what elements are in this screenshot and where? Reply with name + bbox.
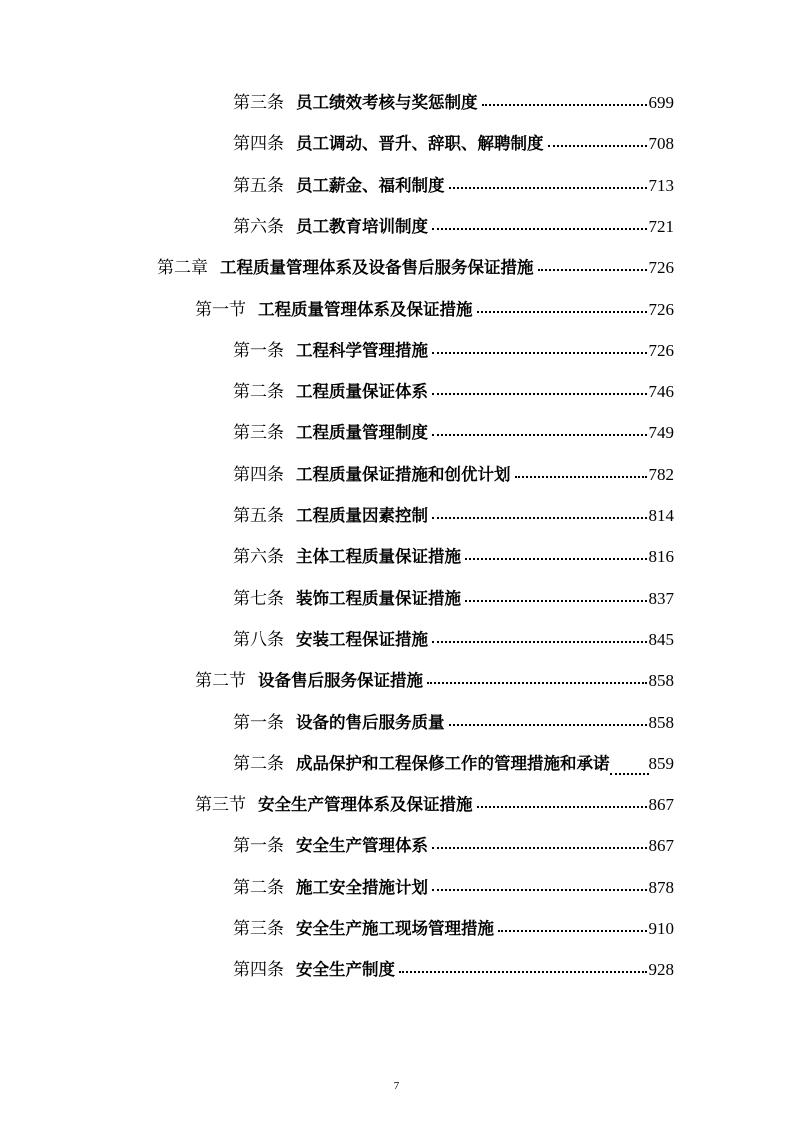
- dot-leader: [432, 889, 647, 891]
- toc-entry-title: 安装工程保证措施: [296, 629, 428, 649]
- toc-entry[interactable]: [233, 88, 674, 118]
- dot-leader: [498, 930, 647, 932]
- toc-entry-chapter[interactable]: [157, 253, 674, 283]
- toc-entry-title: 设备售后服务保证措施: [258, 671, 423, 691]
- dot-leader: [465, 558, 647, 560]
- toc-entry[interactable]: [233, 708, 674, 738]
- toc-entry-number: 第二章: [157, 258, 208, 279]
- toc-entry-title: 工程质量保证措施和创优计划: [296, 464, 511, 484]
- toc-entry-number: 第三条: [233, 919, 284, 939]
- page-number: 7: [393, 1080, 400, 1092]
- toc-entry-title: 主体工程质量保证措施: [296, 547, 461, 567]
- dot-leader: [465, 600, 647, 602]
- toc-entry-page: 837: [648, 588, 674, 608]
- toc-entry-page: 928: [648, 960, 674, 980]
- toc-entry-page: 845: [648, 629, 674, 649]
- toc-entry-title: 工程质量管理体系及设备售后服务保证措施: [220, 258, 534, 278]
- toc-entry[interactable]: [233, 418, 674, 448]
- toc-entry-section[interactable]: [195, 790, 674, 820]
- toc-entry-page: 816: [648, 547, 674, 567]
- toc-entry-number: 第二条: [233, 753, 284, 774]
- toc-entry-page: 867: [648, 836, 674, 856]
- toc-entry-section[interactable]: [195, 666, 674, 696]
- toc-entry-title: 工程质量因素控制: [296, 506, 428, 525]
- toc-entry[interactable]: [233, 171, 674, 201]
- toc-entry-title: 设备的售后服务质量: [296, 712, 445, 732]
- toc-entry[interactable]: [233, 129, 674, 159]
- toc-entry-number: 第八条: [233, 629, 284, 650]
- toc-entry[interactable]: [233, 831, 674, 861]
- toc-entry-title: 安全生产制度: [296, 960, 395, 980]
- dot-leader: [432, 393, 647, 395]
- toc-entry-page: 721: [648, 216, 674, 236]
- dot-leader: [427, 682, 647, 684]
- toc-entry-page: 708: [648, 134, 674, 154]
- toc-entry[interactable]: [233, 336, 674, 366]
- dot-leader: [610, 773, 649, 775]
- dot-leader: [432, 228, 647, 230]
- toc-entry-number: 第三条: [233, 93, 284, 113]
- toc-entry-page: 699: [648, 93, 674, 112]
- toc-entry-number: 第四条: [233, 960, 284, 981]
- toc-entry-title: 成品保护和工程保修工作的管理措施和承诺: [296, 753, 610, 773]
- toc-entry-title: 装饰工程质量保证措施: [296, 588, 461, 608]
- toc-entry-number: 第二节: [195, 671, 246, 692]
- dot-leader: [449, 187, 647, 189]
- toc-entry[interactable]: [233, 625, 674, 655]
- toc-entry-page: 726: [648, 299, 674, 319]
- toc-entry-page: 726: [648, 258, 674, 278]
- toc-entry-title: 安全生产管理体系: [296, 836, 428, 856]
- toc-entry-number: 第四条: [233, 134, 284, 155]
- toc-entry-number: 第三节: [195, 795, 246, 816]
- dot-leader: [432, 847, 647, 849]
- toc-entry-page: 746: [648, 382, 674, 402]
- toc-entry-number: 第五条: [233, 506, 284, 526]
- toc-entry[interactable]: [233, 542, 674, 572]
- dot-leader: [399, 971, 647, 973]
- toc-entry-number: 第六条: [233, 547, 284, 568]
- toc-entry[interactable]: [233, 460, 674, 490]
- toc-entry-page: 859: [648, 753, 674, 773]
- toc-entry-page: 858: [648, 712, 674, 732]
- toc-entry[interactable]: [233, 212, 674, 242]
- toc-entry-title: 施工安全措施计划: [296, 877, 428, 897]
- toc-entry-title: 安全生产管理体系及保证措施: [258, 795, 473, 815]
- toc-entry-page: 867: [648, 795, 674, 815]
- toc-entry-title: 员工教育培训制度: [296, 216, 428, 236]
- dot-leader: [482, 104, 647, 106]
- toc-entry-title: 工程质量管理制度: [296, 423, 428, 443]
- toc-entry[interactable]: [233, 955, 674, 985]
- toc-entry-title: 安全生产施工现场管理措施: [296, 919, 494, 938]
- toc-entry-page: 858: [648, 671, 674, 691]
- toc-entry-number: 第一条: [233, 836, 284, 857]
- dot-leader: [538, 269, 647, 271]
- toc-entry-number: 第三条: [233, 423, 284, 444]
- toc-entry-number: 第四条: [233, 464, 284, 485]
- toc-entry-number: 第五条: [233, 175, 284, 196]
- toc-entry-number: 第一条: [233, 340, 284, 361]
- toc-entry-number: 第六条: [233, 216, 284, 237]
- toc-entry-title: 员工绩效考核与奖惩制度: [296, 93, 478, 112]
- toc-entry-title: 员工薪金、福利制度: [296, 175, 445, 195]
- toc-entry-page: 726: [648, 340, 674, 360]
- toc-entry-number: 第二条: [233, 877, 284, 898]
- toc-entry-page: 749: [648, 423, 674, 443]
- dot-leader: [449, 724, 647, 726]
- toc-entry-number: 第一节: [195, 299, 246, 320]
- toc-entry-title: 工程质量管理体系及保证措施: [258, 299, 473, 319]
- toc-entry[interactable]: [233, 873, 674, 903]
- toc-entry[interactable]: [233, 914, 674, 944]
- toc-entry-page: 878: [648, 877, 674, 897]
- toc-entry-title: 员工调动、晋升、辞职、解聘制度: [296, 134, 544, 154]
- dot-leader: [477, 311, 647, 313]
- toc-entry-page: 713: [648, 175, 674, 195]
- toc-entry-page: 910: [648, 919, 674, 938]
- dot-leader: [432, 434, 647, 436]
- toc-entry[interactable]: [233, 501, 674, 531]
- toc-entry-title: 工程科学管理措施: [296, 340, 428, 360]
- toc-entry-page: 814: [648, 506, 674, 525]
- dot-leader: [432, 352, 647, 354]
- toc-entry-number: 第七条: [233, 588, 284, 609]
- toc-entry[interactable]: [233, 584, 674, 614]
- toc-entry-page: 782: [648, 464, 674, 484]
- toc-entry-number: 第二条: [233, 382, 284, 403]
- dot-leader: [477, 806, 647, 808]
- dot-leader: [548, 145, 647, 147]
- toc-entry-number: 第一条: [233, 712, 284, 733]
- toc-entry-section[interactable]: [195, 295, 674, 325]
- dot-leader: [432, 641, 647, 643]
- dot-leader: [515, 476, 647, 478]
- toc-entry-title: 工程质量保证体系: [296, 382, 428, 402]
- toc-entry[interactable]: [233, 377, 674, 407]
- toc-entry[interactable]: [233, 749, 674, 779]
- dot-leader: [432, 517, 647, 519]
